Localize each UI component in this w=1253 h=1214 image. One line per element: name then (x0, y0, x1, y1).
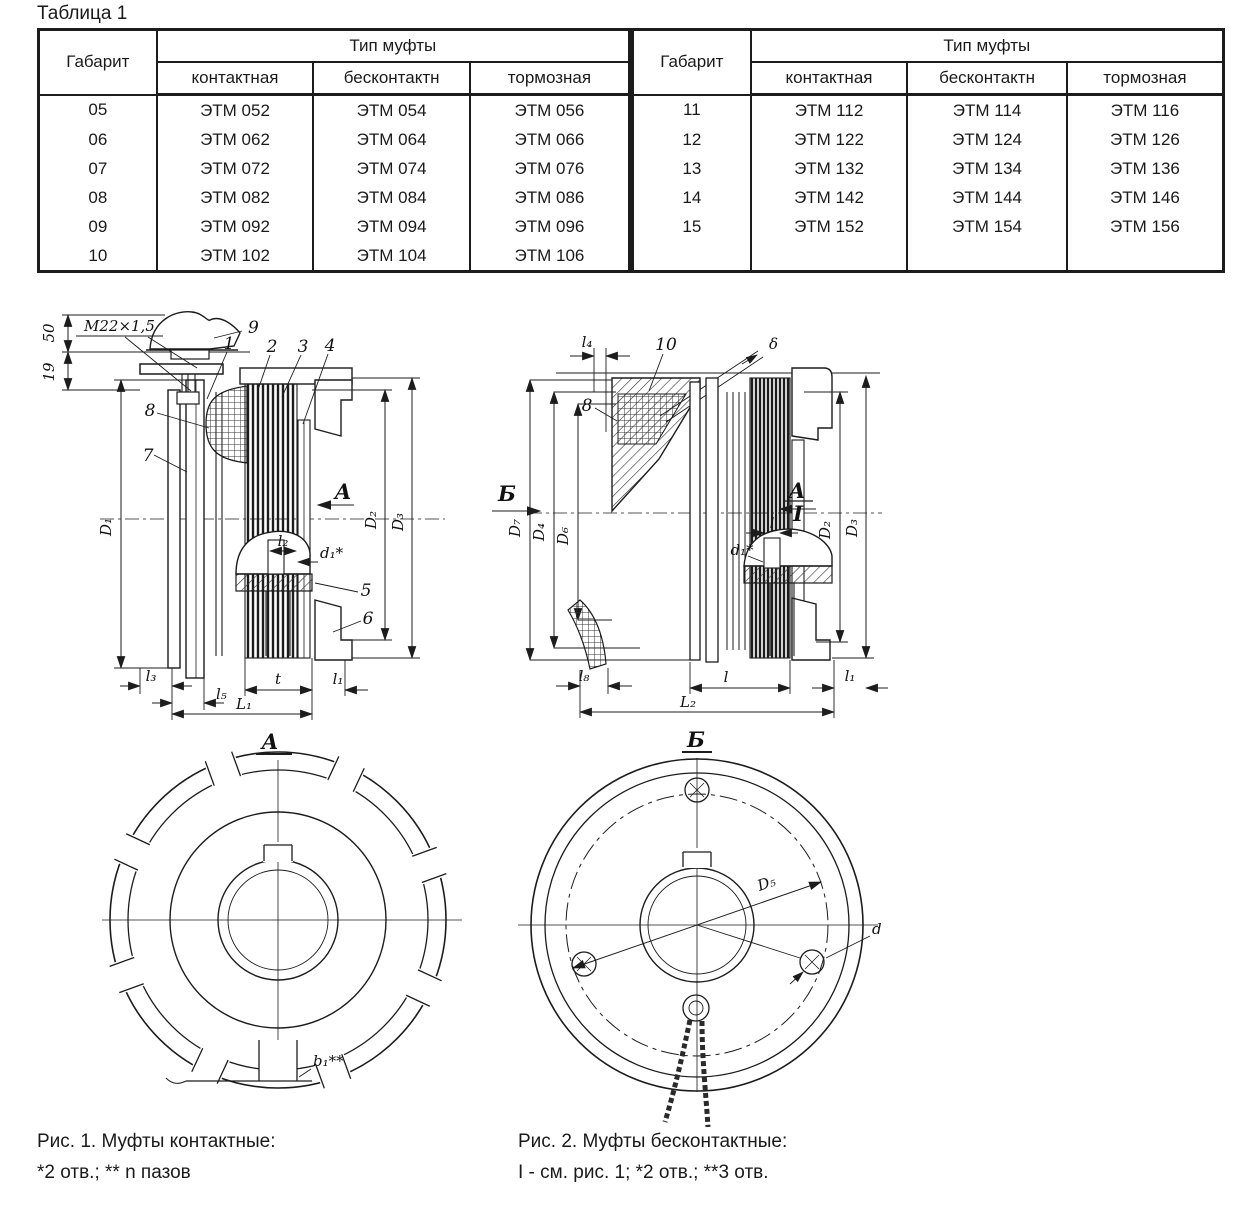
hub-hatch (236, 574, 312, 591)
dim-label-l: l (723, 668, 729, 686)
dim-label-D3: D₃ (389, 512, 407, 532)
detail-i-label: I (793, 501, 803, 526)
detail-a-label: A (788, 478, 806, 503)
col-header-group: Тип муфты (157, 30, 630, 63)
table-row: 15 ЭТМ 152 ЭТМ 154 ЭТМ 156 (633, 212, 1224, 241)
figure-2-caption-title: Рис. 2. Муфты бесконтактные: (518, 1131, 788, 1152)
drum-cap-top (792, 368, 832, 440)
dim-label-l1: l₁ (332, 670, 344, 688)
table-row: 12 ЭТМ 122 ЭТМ 124 ЭТМ 126 (633, 125, 1224, 154)
dim-label-D3: D₃ (843, 518, 861, 538)
part-label-7: 7 (142, 446, 154, 466)
col-header-type: бесконтактн (907, 62, 1067, 95)
dim-label-l3: l₃ (145, 667, 157, 685)
dim-label-b1: b₁** (313, 1052, 344, 1070)
table-row: 09 ЭТМ 092 ЭТМ 094 ЭТМ 096 (39, 212, 630, 241)
dim-label-50: 50 (40, 323, 58, 343)
dim-label-l5: l₅ (216, 685, 227, 703)
etm-coupling-table (37, 28, 1225, 273)
dim-label-19: 19 (40, 362, 58, 382)
table-row: 14 ЭТМ 142 ЭТМ 144 ЭТМ 146 (633, 183, 1224, 212)
dim-label-L2: L₂ (680, 693, 696, 711)
col-header-gabarit: Габарит (39, 30, 157, 95)
dim-label-D2: D₂ (816, 520, 834, 540)
dim-label-D2: D₂ (362, 510, 380, 530)
table-row: 05 ЭТМ 052 ЭТМ 054 ЭТМ 056 (39, 95, 630, 126)
dim-label-D7: D₇ (506, 518, 524, 538)
part-label-6: 6 (362, 609, 374, 629)
dim-label-l2: l₂ (277, 532, 289, 550)
hub-hatch (744, 566, 832, 583)
view-b-marker: Б (687, 727, 705, 752)
dim-label-thread: М22×1,5 (84, 317, 155, 335)
table-row: 13 ЭТМ 132 ЭТМ 134 ЭТМ 136 (633, 154, 1224, 183)
view-a-marker: A (261, 729, 279, 754)
col-header-gabarit: Габарит (633, 30, 751, 95)
part-label-8: 8 (581, 396, 593, 416)
part-label-10: 10 (655, 335, 677, 355)
col-header-type: тормозная (470, 62, 630, 95)
part-label-1: 1 (223, 334, 235, 354)
lead-wire (702, 1021, 708, 1127)
col-header-type: контактная (751, 62, 908, 95)
figure-1-caption (37, 1126, 276, 1188)
figure-1-section-drawing (40, 312, 445, 720)
coil-section (206, 386, 248, 463)
table-row: 10 ЭТМ 102 ЭТМ 104 ЭТМ 106 (39, 241, 630, 272)
technical-drawing (0, 295, 1253, 1130)
table-row: 11 ЭТМ 112 ЭТМ 114 ЭТМ 116 (633, 95, 1224, 126)
view-a-drawing (102, 729, 462, 1091)
table-row: 07 ЭТМ 072 ЭТМ 074 ЭТМ 076 (39, 154, 630, 183)
keyway (764, 538, 780, 568)
drum-bracket-top (315, 380, 352, 436)
dim-label-D6: D₆ (554, 526, 572, 546)
figure-2-caption (518, 1126, 787, 1188)
figure-1-caption-title: Рис. 1. Муфты контактные: (37, 1131, 276, 1152)
section-arrow-b-label: Б (498, 481, 516, 506)
part-label-2: 2 (266, 337, 278, 357)
etm-table-left (37, 28, 631, 273)
dim-label-l8: l₈ (578, 667, 590, 685)
dim-label-l4: l₄ (581, 333, 593, 351)
col-header-group: Тип муфты (751, 30, 1224, 63)
dim-label-t: t (274, 670, 282, 688)
dim-label-d1: d₁* (730, 541, 754, 559)
table-row: 06 ЭТМ 062 ЭТМ 064 ЭТМ 066 (39, 125, 630, 154)
dim-label-D4: D₄ (530, 522, 548, 542)
drum-bracket-bottom (792, 598, 830, 660)
table-title: Таблица 1 (37, 3, 128, 24)
dim-label-D5: D₅ (754, 871, 778, 895)
drum-bracket-bottom (315, 600, 352, 660)
lead-wire (665, 1020, 690, 1122)
part-label-5: 5 (360, 581, 372, 601)
dim-label-d1: d₁* (320, 544, 344, 562)
part-label-4: 4 (324, 336, 336, 356)
dim-label-L1: L₁ (236, 695, 252, 713)
col-header-type: тормозная (1067, 62, 1224, 95)
table-row-empty (633, 241, 1224, 272)
dim-label-delta: δ (769, 335, 779, 353)
table-row: 08 ЭТМ 082 ЭТМ 084 ЭТМ 086 (39, 183, 630, 212)
view-b-drawing (518, 727, 882, 1127)
dim-label-D1: D₁ (97, 517, 115, 537)
section-arrow-a-label: A (334, 479, 352, 504)
flange-horn (568, 600, 606, 669)
figure-2-section-drawing (492, 333, 888, 718)
col-header-type: контактная (157, 62, 314, 95)
part-label-9: 9 (248, 318, 259, 338)
part-label-8: 8 (144, 401, 156, 421)
dim-label-l1: l₁ (844, 667, 856, 685)
part-label-3: 3 (297, 337, 309, 357)
figure-2-caption-note: I - см. рис. 1; *2 отв.; **3 отв. (518, 1162, 769, 1183)
figure-1-caption-note: *2 отв.; ** n пазов (37, 1162, 191, 1183)
col-header-type: бесконтактн (313, 62, 470, 95)
dim-label-d: d (872, 920, 882, 938)
friction-disc-pack (248, 384, 293, 658)
bolt-holes (572, 778, 824, 976)
wire-exit-hole (683, 995, 709, 1021)
etm-table-right (631, 28, 1225, 273)
dim-label-l-key: l (769, 514, 775, 532)
